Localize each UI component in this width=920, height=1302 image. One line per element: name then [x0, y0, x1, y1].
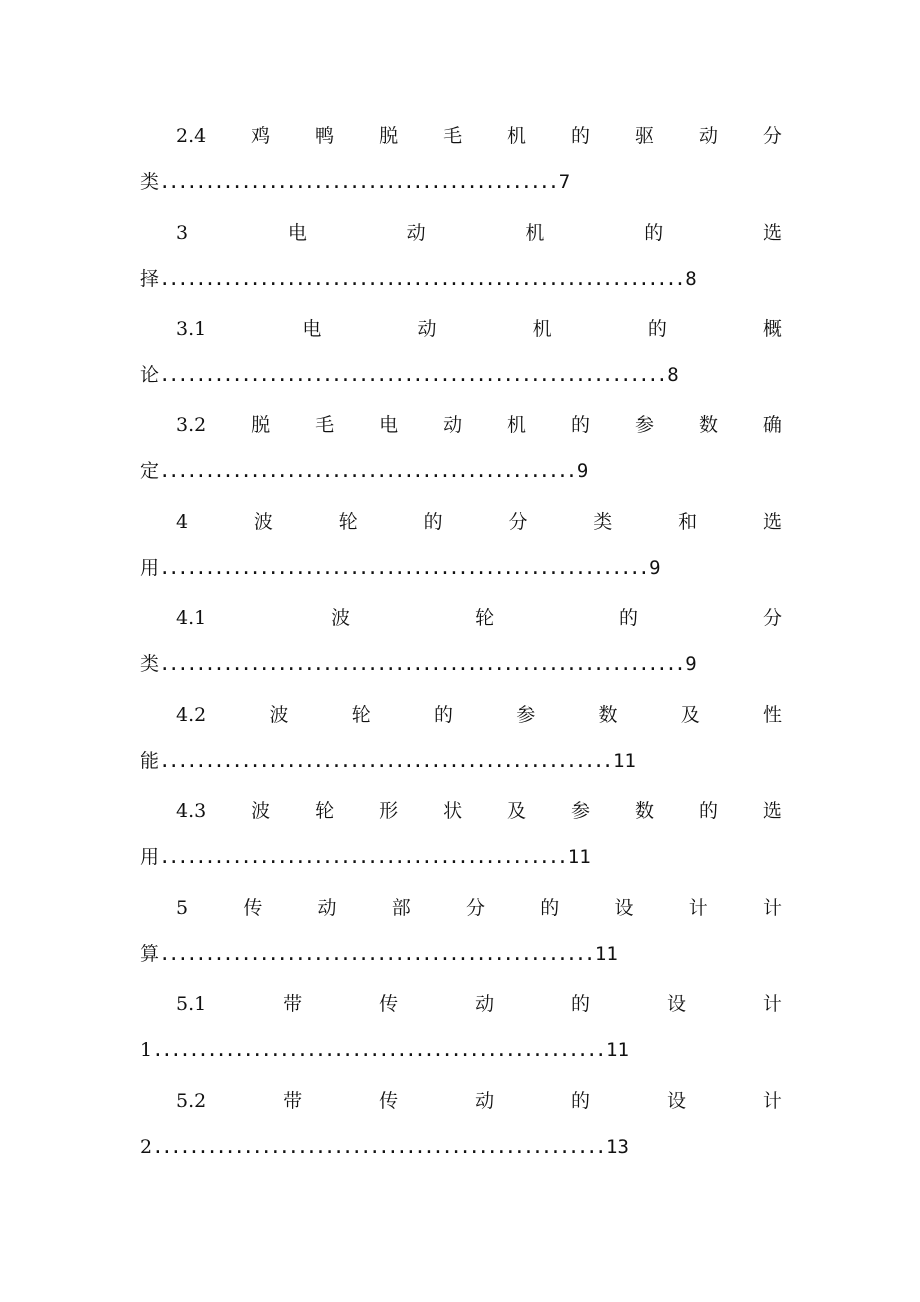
toc-entry-4-1 [0, 603, 920, 699]
toc-page-number: 9 [576, 460, 589, 482]
toc-entry-char: 计 [762, 1090, 782, 1112]
toc-entry-2-4 [0, 121, 920, 217]
toc-entry-5 [0, 893, 920, 989]
toc-entry-char: 及 [507, 800, 527, 822]
toc-entry-char: 鸭 [315, 125, 335, 147]
toc-page-number: 11 [567, 846, 591, 868]
toc-entry-char: 传 [243, 897, 263, 919]
toc-entry-char: 传 [379, 993, 399, 1015]
toc-entry-char: 动 [417, 318, 437, 340]
toc-entry-3 [0, 218, 920, 314]
toc-entry-leader-line [140, 746, 636, 776]
toc-entry-leader-line [140, 167, 570, 197]
toc-entry-char: 状 [443, 800, 463, 822]
toc-entry-last-char: 论 [140, 364, 160, 386]
toc-entry-last-char: 1 [140, 1039, 153, 1061]
toc-page-number: 11 [594, 943, 618, 965]
toc-entry-char: 分 [762, 125, 782, 147]
toc-dot-leader: ...................................................... [159, 557, 648, 579]
toc-entry-title-line [176, 989, 782, 1019]
toc-entry-number: 5.1 [176, 993, 207, 1015]
toc-entry-number: 5.2 [176, 1090, 207, 1112]
toc-entry-char: 选 [762, 800, 782, 822]
toc-entry-char: 动 [698, 125, 718, 147]
toc-entry-leader-line [140, 649, 697, 679]
toc-entry-char: 的 [619, 607, 639, 629]
toc-dot-leader: ............................................ [159, 171, 557, 193]
toc-entry-char: 轮 [338, 511, 358, 533]
toc-dot-leader: ................................................ [159, 943, 593, 965]
toc-entry-char: 毛 [443, 125, 463, 147]
toc-entry-char: 参 [634, 414, 654, 436]
toc-entry-last-char: 择 [140, 268, 160, 290]
toc-entry-last-char: 算 [140, 943, 160, 965]
toc-entry-char: 波 [253, 511, 273, 533]
toc-page-number: 11 [612, 750, 636, 772]
toc-entry-char: 设 [614, 897, 634, 919]
toc-entry-char: 脱 [251, 414, 271, 436]
toc-entry-last-char: 用 [140, 846, 160, 868]
toc-entry-3-1 [0, 314, 920, 410]
toc-entry-char: 轮 [315, 800, 335, 822]
toc-entry-title-line [176, 603, 782, 633]
toc-entry-char: 的 [423, 511, 443, 533]
toc-entry-4-2 [0, 700, 920, 796]
toc-entry-number: 4.3 [176, 800, 207, 822]
toc-entry-title-line [176, 121, 782, 151]
toc-entry-3-2 [0, 410, 920, 506]
toc-entry-char: 性 [762, 704, 782, 726]
toc-entry-char: 动 [443, 414, 463, 436]
toc-entry-last-char: 2 [140, 1136, 153, 1158]
toc-entry-char: 部 [391, 897, 411, 919]
toc-entry-title-line [176, 218, 782, 248]
toc-entry-5-2 [0, 1086, 920, 1182]
toc-entry-last-char: 能 [140, 750, 160, 772]
toc-entry-title-line [176, 700, 782, 730]
toc-entry-char: 分 [466, 897, 486, 919]
toc-entry-char: 驱 [634, 125, 654, 147]
toc-entry-char: 电 [302, 318, 322, 340]
toc-entry-char: 参 [516, 704, 536, 726]
toc-entry-char: 带 [283, 993, 303, 1015]
toc-entry-leader-line [140, 842, 591, 872]
toc-entry-char: 波 [269, 704, 289, 726]
toc-page-number: 9 [685, 653, 697, 675]
toc-entry-title-line [176, 893, 782, 923]
toc-entry-char: 计 [762, 993, 782, 1015]
toc-entry-title-line [176, 314, 782, 344]
toc-entry-char: 的 [571, 993, 591, 1015]
toc-entry-last-char: 定 [140, 460, 160, 482]
toc-entry-char: 的 [698, 800, 718, 822]
toc-entry-char: 传 [379, 1090, 399, 1112]
toc-page-number: 9 [649, 557, 661, 579]
toc-entry-char: 计 [688, 897, 708, 919]
toc-page-number: 13 [606, 1136, 629, 1158]
toc-dot-leader: .................................................. [159, 750, 611, 772]
toc-entry-char: 的 [647, 318, 667, 340]
toc-entry-char: 轮 [475, 607, 495, 629]
toc-entry-leader-line [140, 939, 618, 969]
toc-entry-char: 脱 [379, 125, 399, 147]
toc-entry-char: 的 [571, 414, 591, 436]
toc-entry-number: 3.1 [176, 318, 207, 340]
toc-entry-char: 机 [532, 318, 552, 340]
toc-entry-char: 机 [507, 125, 527, 147]
toc-entry-char: 机 [525, 222, 545, 244]
toc-entry-4 [0, 507, 920, 603]
toc-entry-char: 动 [317, 897, 337, 919]
toc-entry-leader-line [140, 1132, 629, 1162]
toc-entry-char: 轮 [351, 704, 371, 726]
toc-entry-char: 鸡 [251, 125, 271, 147]
toc-entry-char: 参 [571, 800, 591, 822]
toc-dot-leader: .......................................................... [159, 268, 684, 290]
toc-entry-char: 的 [571, 1090, 591, 1112]
toc-entry-char: 计 [762, 897, 782, 919]
toc-entry-title-line [176, 507, 782, 537]
toc-entry-leader-line [140, 456, 588, 486]
toc-entry-leader-line [140, 1035, 629, 1065]
toc-entry-char: 分 [508, 511, 528, 533]
toc-entry-char: 设 [666, 993, 686, 1015]
toc-entry-number: 3 [176, 222, 189, 244]
toc-entry-char: 机 [507, 414, 527, 436]
toc-entry-char: 概 [762, 318, 782, 340]
toc-entry-number: 4 [176, 511, 189, 533]
toc-entry-title-line [176, 1086, 782, 1116]
toc-entry-number: 4.1 [176, 607, 207, 629]
toc-entry-char: 和 [678, 511, 698, 533]
toc-entry-char: 毛 [315, 414, 335, 436]
toc-entry-title-line [176, 410, 782, 440]
toc-page-number: 7 [558, 171, 571, 193]
toc-entry-last-char: 类 [140, 653, 160, 675]
toc-dot-leader: .................................................. [152, 1039, 605, 1061]
toc-entry-4-3 [0, 796, 920, 892]
toc-dot-leader: ............................................. [159, 846, 566, 868]
toc-entry-char: 确 [762, 414, 782, 436]
toc-entry-last-char: 类 [140, 171, 160, 193]
toc-entry-char: 分 [762, 607, 782, 629]
toc-dot-leader: .............................................. [159, 460, 575, 482]
toc-entry-char: 动 [475, 993, 495, 1015]
toc-entry-char: 形 [379, 800, 399, 822]
toc-entry-number: 2.4 [176, 125, 207, 147]
toc-entry-char: 的 [433, 704, 453, 726]
toc-entry-char: 的 [571, 125, 591, 147]
toc-entry-char: 动 [475, 1090, 495, 1112]
toc-entry-char: 波 [331, 607, 351, 629]
toc-entry-leader-line [140, 360, 679, 390]
toc-entry-char: 数 [634, 800, 654, 822]
toc-entry-title-line [176, 796, 782, 826]
toc-entry-char: 及 [680, 704, 700, 726]
toc-entry-char: 波 [251, 800, 271, 822]
toc-entry-leader-line [140, 553, 661, 583]
toc-entry-leader-line [140, 264, 697, 294]
toc-dot-leader: .................................................. [152, 1136, 605, 1158]
toc-entry-char: 类 [593, 511, 613, 533]
toc-page-number: 8 [667, 364, 679, 386]
toc-entry-number: 3.2 [176, 414, 207, 436]
toc-dot-leader: .......................................................... [159, 653, 684, 675]
toc-page-number: 8 [685, 268, 697, 290]
toc-entry-char: 选 [762, 511, 782, 533]
toc-entry-char: 电 [379, 414, 399, 436]
toc-entry-char: 选 [762, 222, 782, 244]
toc-entry-char: 的 [540, 897, 560, 919]
toc-entry-last-char: 用 [140, 557, 160, 579]
toc-entry-char: 电 [287, 222, 307, 244]
toc-entry-char: 带 [283, 1090, 303, 1112]
toc-dot-leader: ........................................................ [159, 364, 666, 386]
toc-entry-number: 4.2 [176, 704, 207, 726]
toc-page-number: 11 [606, 1039, 629, 1061]
toc-entry-char: 的 [644, 222, 664, 244]
toc-entry-char: 数 [598, 704, 618, 726]
toc-entry-char: 数 [698, 414, 718, 436]
toc-entry-char: 动 [406, 222, 426, 244]
toc-entry-5-1 [0, 989, 920, 1085]
toc-entry-char: 设 [666, 1090, 686, 1112]
toc-entry-number: 5 [176, 897, 189, 919]
